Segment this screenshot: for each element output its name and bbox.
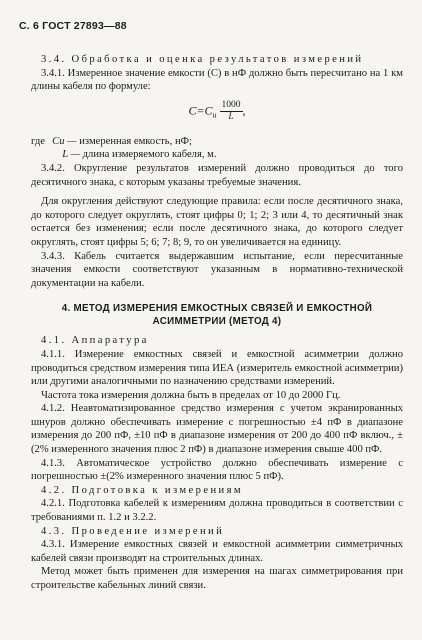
legend-row-1	[31, 135, 403, 149]
paragraph-3-4-2: 3.4.2. Округление результатов измерений должно проводиться до того десятичного знака, с которым указаны требуемые значения.	[31, 162, 403, 188]
paragraph-frequency: Частота тока измерения должна быть в пределах от 10 до 2000 Гц.	[41, 389, 341, 401]
where-label: где	[31, 135, 45, 147]
legend-text-2: длина измеряемого кабеля, м.	[82, 149, 217, 161]
capacity-formula	[31, 100, 403, 130]
heading-4-3: 4.3. Проведение измерений	[41, 525, 225, 537]
section-4-title-line-2: АСИММЕТРИИ (МЕТОД 4)	[152, 316, 282, 328]
formula-denominator: L	[228, 111, 234, 122]
formula-fraction	[220, 100, 243, 123]
paragraph-4-3-1: 4.3.1. Измерение емкостных связей и емкостной асимметрии симметричных кабелей связи производят на строительных длинах.	[31, 539, 403, 564]
paragraph-method-note: Метод может быть применен для измерения на шагах симметрирования при строительстве кабельных линий связи.	[31, 566, 403, 591]
section-3-4-heading: 3.4. Обработка и оценка результатов измерений	[41, 54, 364, 65]
legend-symbol-2: L —	[62, 149, 80, 161]
section-4-title-line-1: 4. МЕТОД ИЗМЕРЕНИЯ ЕМКОСТНЫХ СВЯЗЕЙ И ЕМКОСТНОЙ	[61, 303, 373, 315]
legend-row-2	[31, 148, 403, 162]
section-4-title	[31, 302, 403, 328]
paragraph-4-1-3: 4.1.3. Автоматическое устройство должно обеспечивать измерение с погрешностью ±(2% измеренного значения плюс 5 пФ).	[31, 457, 403, 483]
document-body	[31, 53, 403, 593]
formula-numerator: 1000	[221, 99, 241, 110]
legend-text-1: измеренная емкость, нФ;	[79, 135, 192, 147]
paragraph-4-1-2: 4.1.2. Неавтоматизированное средство измерения с учетом экранированных шнуров должно обеспечивать измерение с погрешностью ±4 пФ в диапазоне измерения до 200 пФ, ±10 пФ в диапазоне измерения от 200 до 400 пФ включ., ±(2% измеренного значения плюс 2 пФ) в диапазоне измерения свыше 400 пФ.	[31, 403, 403, 456]
legend-symbol-1: Си —	[52, 135, 77, 147]
paragraph-3-4-3: 3.4.3. Кабель считается выдержавшим испытание, если пересчитанные значения емкости соответствуют указанным в нормативно-технической документации на кабели.	[31, 250, 403, 289]
paragraph-4-2-1: 4.2.1. Подготовка кабелей к измерениям должна проводиться в соответствии с требованиями п. 1.2 и 3.2.2.	[31, 498, 403, 524]
formula-subscript: и	[212, 110, 217, 120]
paragraph-3-4-1: 3.4.1. Измеренное значение емкости (С) в нФ должно быть пересчитано на 1 км длины кабеля по формуле:	[31, 67, 403, 93]
page-header: С. 6 ГОСТ 27893—88	[19, 20, 127, 32]
heading-4-1: 4.1. Аппаратура	[41, 335, 149, 347]
paragraph-rounding-rules: Для округления действуют следующие правила: если после десятичного знака, до которого следует округлять, стоят цифры 0; 1; 2; 3 или 4, то десятичный знак остается без изменения; если после десятичного знака, до которого следует округлять, стоят цифры 5; 6; 7; 8; 9, то он увеличивается на единицу.	[31, 196, 403, 248]
formula-tail: ,	[242, 103, 246, 118]
heading-4-2: 4.2. Подготовка к измерениям	[41, 484, 243, 496]
paragraph-4-1-1: 4.1.1. Измерение емкостных связей и емкостной асимметрии должно проводиться средством измерения типа ИЕА (измеритель емкостной асимметрии) или другими аналогичными по назначению средствами измерений.	[31, 348, 403, 388]
formula-lhs: C=C	[188, 103, 213, 118]
